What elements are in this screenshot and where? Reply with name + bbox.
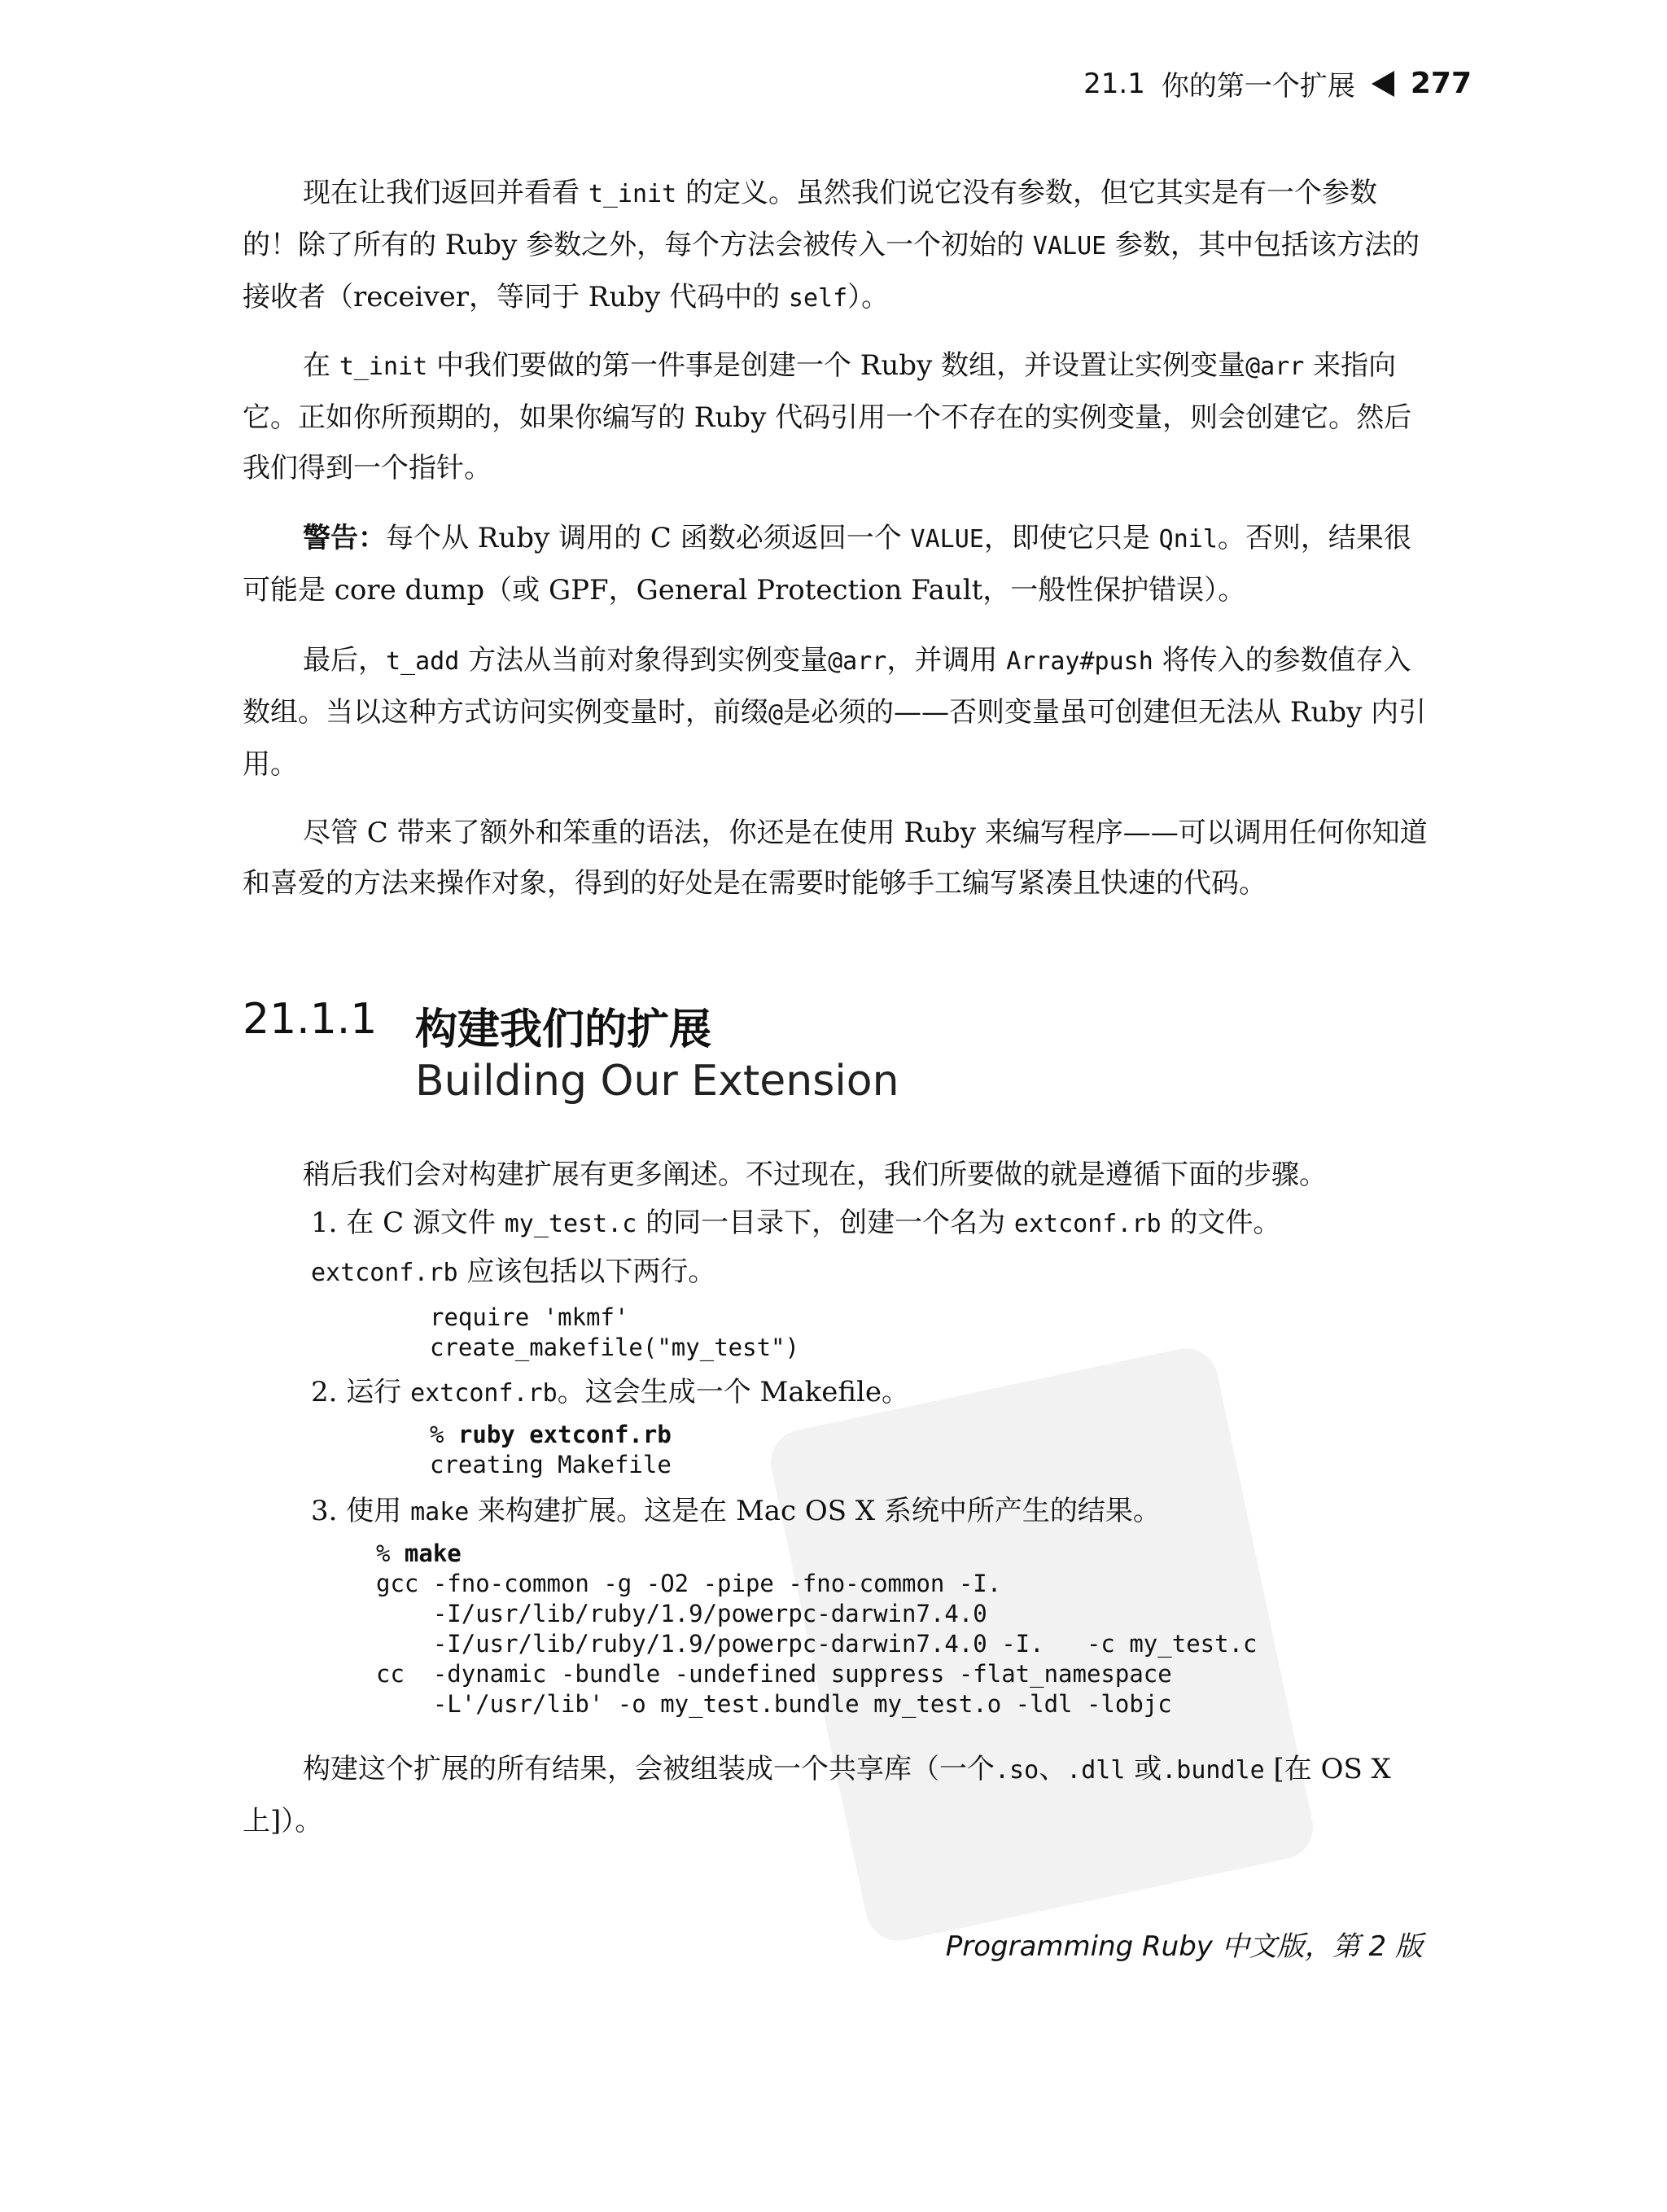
text: ）。 (847, 281, 890, 313)
text: 在 (303, 349, 339, 382)
code-line: -I/usr/lib/ruby/1.9/powerpc-darwin7.4.0 -I. -c my_test.c (376, 1630, 1258, 1658)
text: 或 (1125, 1753, 1162, 1785)
code-line: creating Makefile (430, 1451, 672, 1478)
inline-code: t_add (386, 647, 460, 676)
text: 参数，其中包括该方法的接收者（receiver，等同于 Ruby 代码中的 (243, 229, 1420, 313)
text: 来指向它。正如你所预期的，如果你编写的 Ruby 代码引用一个不存在的实例变量，则会创建它。然后我们得到一个指针。 (243, 349, 1412, 484)
inline-code: extconf.rb (410, 1379, 558, 1408)
inline-code: VALUE (910, 525, 984, 554)
text: 是必须的——否则变量虽可创建但无法从 Ruby 内引用。 (243, 696, 1427, 781)
text: 来构建扩展。这是在 Mac OS X 系统中所产生的结果。 (469, 1495, 1161, 1527)
text: 运行 (346, 1376, 411, 1408)
inline-code: extconf.rb (311, 1259, 458, 1287)
text: 使用 (346, 1495, 411, 1527)
header-title: 你的第一个扩展 (1161, 70, 1355, 103)
code-line: -I/usr/lib/ruby/1.9/powerpc-darwin7.4.0 (376, 1600, 987, 1627)
step-1-continuation (311, 1247, 715, 1298)
text: 稍后我们会对构建扩展有更多阐述。不过现在，我们所要做的就是遵循下面的步骤。 (303, 1159, 1327, 1191)
running-footer (946, 1924, 1423, 1964)
inline-code: @ (768, 699, 784, 728)
text: 尽管 C 带来了额外和笨重的语法，你还是在使用 Ruby 来编写程序——可以调用任何你知道和喜爱的方法来操作对象，得到的好处是在需要时能够手工编写紧凑且快速的代码。 (243, 817, 1428, 900)
inline-code: Array#push (1006, 647, 1153, 676)
step-2 (311, 1368, 909, 1418)
inline-code: @arr (828, 647, 887, 676)
inline-code: .dll (1066, 1756, 1126, 1785)
text: 的同一目录下，创建一个名为 (637, 1207, 1014, 1239)
inline-code: .bundle (1162, 1756, 1265, 1785)
running-header (1083, 64, 1472, 103)
edition: 中文版，第 2 版 (1212, 1930, 1423, 1963)
text: 构建这个扩展的所有结果，会被组装成一个共享库（一个 (303, 1753, 995, 1785)
step-1 (311, 1198, 1431, 1249)
text: 将传入的参数值存入数组。当以这种方式访问实例变量时，前缀 (243, 644, 1411, 729)
code-line: -L'/usr/lib' -o my_test.bundle my_test.o -ldl -lobjc (376, 1690, 1172, 1718)
intro-paragraph (243, 1150, 1431, 1200)
inline-code: extconf.rb (1013, 1210, 1162, 1238)
paragraph-4 (243, 635, 1431, 790)
section-subtitle: Building Our Extension (415, 1057, 899, 1106)
inline-code: Qnil (1158, 525, 1218, 554)
step-3 (311, 1487, 1161, 1537)
inline-code: .so (995, 1756, 1039, 1785)
text: 方法从当前对象得到实例变量 (459, 644, 829, 677)
text: 的文件。 (1161, 1207, 1281, 1239)
code-line: gcc -fno-common -g -O2 -pipe -fno-common -I. (376, 1570, 1002, 1597)
code-line: cc -dynamic -bundle -undefined suppress -flat_namespace (376, 1660, 1172, 1688)
section-title: 构建我们的扩展 (415, 1005, 712, 1054)
text: 。否则，结果很可能是 core dump（或 GPF，General Protection Fault，一般性保护错误）。 (243, 522, 1411, 607)
warning-label: 警告： (303, 522, 386, 554)
command: ruby extconf.rb (457, 1421, 672, 1448)
paragraph-5 (243, 808, 1431, 909)
inline-code: @arr (1245, 353, 1305, 381)
step-number: 1. (311, 1207, 338, 1239)
command: make (404, 1540, 462, 1567)
text: 中我们要做的第一件事是创建一个 Ruby 数组，并设置让实例变量 (427, 349, 1246, 382)
code-line: require 'mkmf' (430, 1303, 629, 1331)
inline-code: self (788, 284, 848, 313)
page-number: 277 (1410, 67, 1472, 100)
prompt: % (430, 1421, 458, 1448)
book-title: Programming Ruby (945, 1930, 1213, 1963)
text: 最后， (303, 644, 386, 677)
code-line: create_makefile("my_test") (430, 1334, 799, 1361)
code-block-3 (376, 1539, 1258, 1719)
inline-code: my_test.c (504, 1210, 637, 1238)
paragraph-2 (243, 340, 1431, 493)
code-block-1 (430, 1303, 799, 1363)
inline-code: t_init (339, 353, 428, 381)
code-block-2 (430, 1420, 672, 1480)
text: 在 C 源文件 (346, 1207, 505, 1239)
text: 、 (1039, 1753, 1067, 1785)
text: [在 OS X 上]）。 (243, 1753, 1391, 1837)
inline-code: make (410, 1498, 470, 1526)
closing-paragraph (243, 1744, 1431, 1846)
header-section: 21.1 (1083, 67, 1145, 100)
text: ，并调用 (886, 644, 1007, 677)
text: 现在让我们返回并看看 (303, 177, 588, 209)
step-number: 2. (311, 1376, 338, 1408)
text: ，即使它只是 (983, 522, 1159, 554)
text: 的定义。虽然我们说它没有参数，但它其实是有一个参数的！除了所有的 Ruby 参数之外，每个方法会被传入一个初始的 (243, 177, 1377, 261)
paragraph-warning (243, 513, 1431, 615)
text: 。这会生成一个 Makefile。 (557, 1376, 909, 1408)
prompt: % (376, 1540, 405, 1567)
step-number: 3. (311, 1495, 338, 1527)
paragraph-1 (243, 168, 1431, 324)
text: 应该包括以下两行。 (457, 1255, 716, 1288)
section-number: 21.1.1 (243, 995, 378, 1044)
inline-code: VALUE (1032, 232, 1107, 261)
triangle-left-icon (1372, 71, 1394, 97)
inline-code: t_init (588, 180, 677, 208)
text: 每个从 Ruby 调用的 C 函数必须返回一个 (386, 522, 911, 554)
